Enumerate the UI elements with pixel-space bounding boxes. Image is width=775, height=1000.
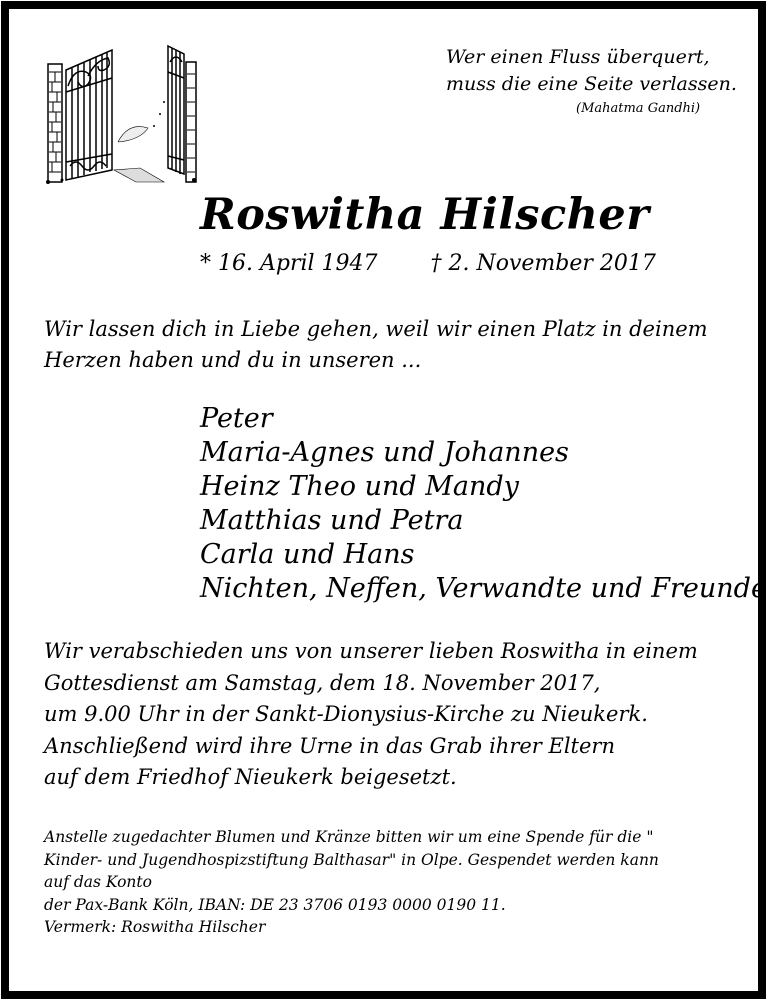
donation-line: Kinder- und Jugendhospizstiftung Balthasar" in Olpe. Gespendet werden kann [44, 850, 659, 869]
donation-text [44, 826, 744, 939]
deceased-name: Roswitha Hilscher [200, 190, 650, 240]
service-line: Wir verabschieden uns von unserer lieben Roswitha in einem [44, 639, 698, 663]
mourners-list [200, 402, 767, 606]
donation-line: der Pax-Bank Köln, IBAN: DE 23 3706 0193 0000 0190 11. [44, 895, 506, 914]
service-text [44, 636, 698, 794]
mourner-name: Peter [200, 403, 273, 434]
quote-block [446, 44, 737, 120]
quote-line: Wer einen Fluss überquert, [446, 46, 710, 68]
mourner-name: Heinz Theo und Mandy [200, 471, 519, 502]
service-line: um 9.00 Uhr in der Sankt-Dionysius-Kirche zu Nieukerk. [44, 702, 648, 726]
service-line: Anschließend wird ihre Urne in das Grab ihrer Eltern [44, 733, 615, 758]
death-date: † 2. November 2017 [430, 251, 656, 276]
life-dates [200, 251, 656, 276]
mourner-name: Carla und Hans [200, 539, 415, 570]
mourner-name: Maria-Agnes und Johannes [200, 437, 569, 468]
birth-date: * 16. April 1947 [200, 251, 378, 276]
mourner-name: Matthias und Petra [200, 505, 464, 536]
donation-line: Anstelle zugedachter Blumen und Kränze bitten wir um eine Spende für die " [44, 828, 654, 846]
mourner-name: Nichten, Neffen, Verwandte und Freunde [200, 573, 767, 604]
intro-line: Wir lassen dich in Liebe gehen, weil wir einen Platz in deinem [44, 317, 708, 341]
intro-line: Herzen haben und du in unseren ... [44, 348, 422, 372]
intro-text [44, 314, 708, 376]
donation-line: auf das Konto [44, 873, 152, 891]
donation-line: Vermerk: Roswitha Hilscher [44, 918, 266, 936]
open-gate-icon [44, 42, 198, 184]
quote-author: (Mahatma Gandhi) [576, 101, 701, 116]
service-line: auf dem Friedhof Nieukerk beigesetzt. [44, 765, 457, 789]
quote-line: muss die eine Seite verlassen. [446, 73, 737, 95]
service-line: Gottesdienst am Samstag, dem 18. November 2017, [44, 670, 601, 695]
